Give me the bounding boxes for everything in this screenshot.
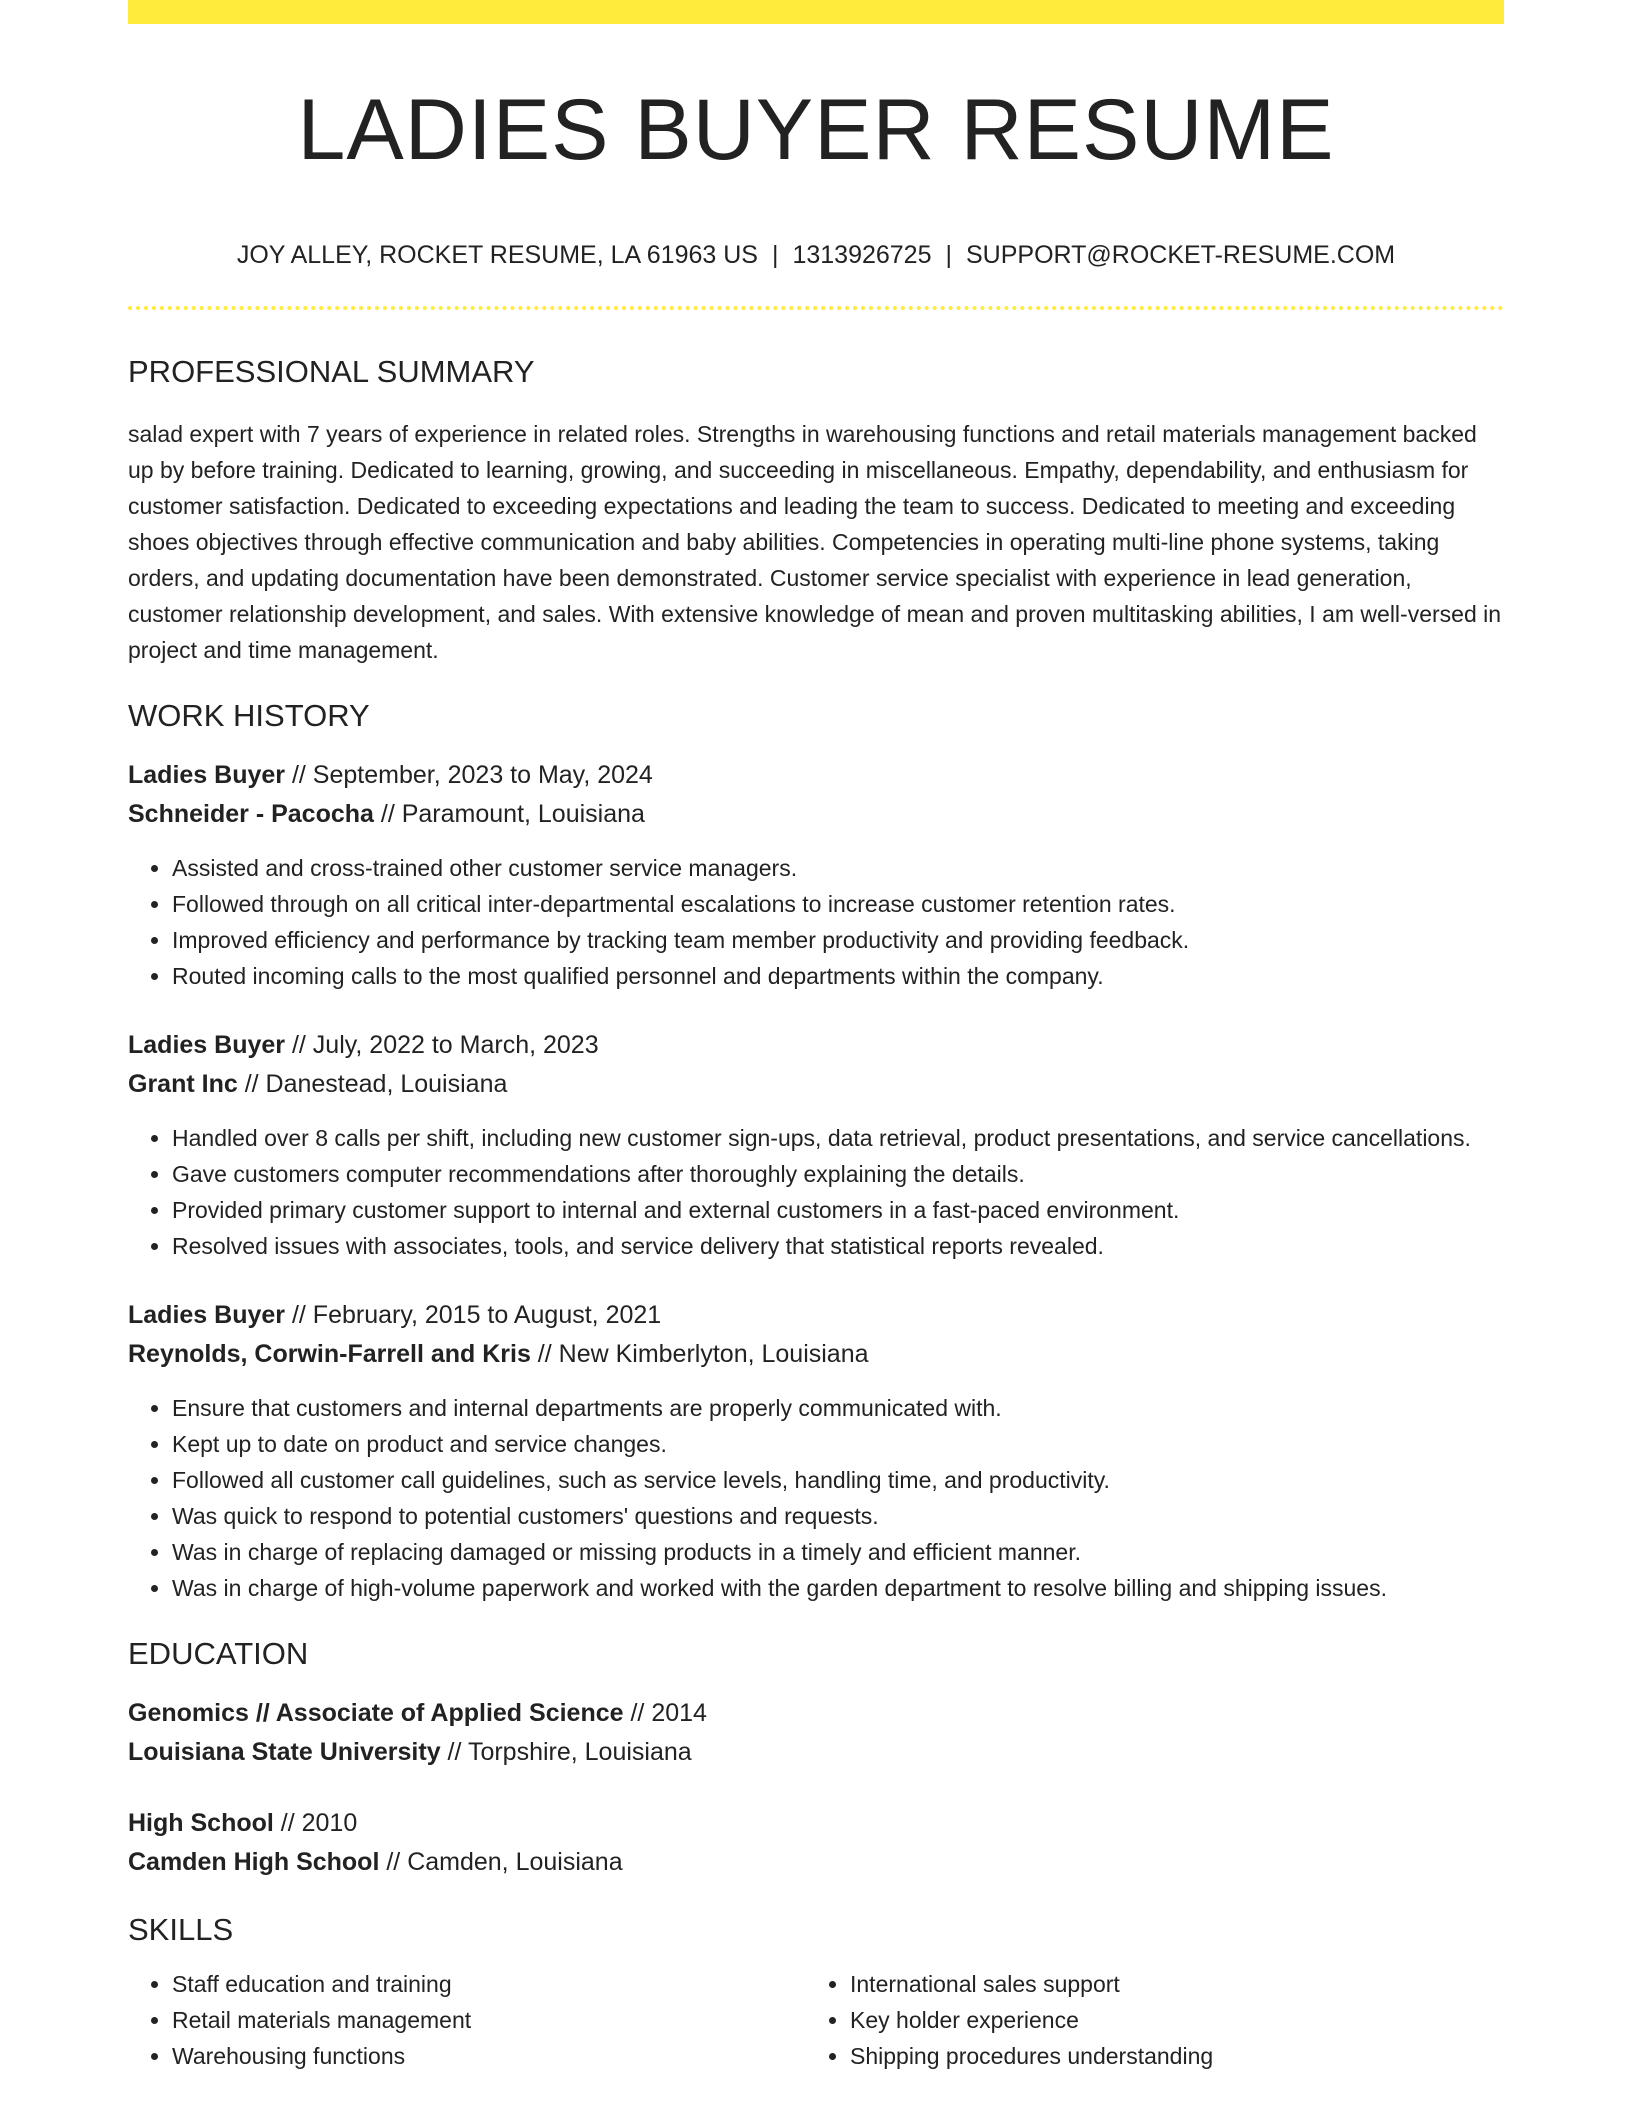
job-duty: • Kept up to date on product and service changes.	[172, 1426, 1504, 1462]
contact-separator: |	[771, 241, 779, 269]
skill-item: • Key holder experience	[850, 2002, 1484, 2038]
job-title: Ladies Buyer	[128, 761, 286, 789]
education-school-line	[128, 1843, 1504, 1882]
skills-grid	[128, 1966, 1504, 2074]
skill-item: • Warehousing functions	[172, 2038, 806, 2074]
education-year: // 2010	[273, 1809, 358, 1837]
education-degree-line	[128, 1694, 1504, 1733]
job-entry	[128, 1026, 1504, 1264]
job-duty: • Was in charge of high-volume paperwork and worked with the garden department to resolve billing and shipping issues.	[172, 1570, 1504, 1606]
education-location: // Torpshire, Louisiana	[440, 1738, 692, 1766]
job-company: Grant Inc	[128, 1070, 238, 1098]
education-degree: Genomics // Associate of Applied Science	[128, 1699, 624, 1727]
skills-section	[128, 1910, 1504, 2074]
job-location: // New Kimberlyton, Louisiana	[530, 1340, 869, 1368]
job-title-line	[128, 1026, 1504, 1065]
job-company-line	[128, 1065, 1504, 1104]
education-school-line	[128, 1733, 1504, 1772]
job-duty: • Resolved issues with associates, tools, and service delivery that statistical reports revealed.	[172, 1228, 1504, 1264]
work-history-heading: WORK HISTORY	[128, 698, 370, 733]
contact-line	[128, 238, 1504, 272]
job-duties	[128, 850, 1504, 994]
summary-heading: PROFESSIONAL SUMMARY	[128, 354, 535, 389]
skills-heading: SKILLS	[128, 1912, 234, 1947]
job-dates: // September, 2023 to May, 2024	[285, 761, 653, 789]
skills-column-right	[806, 1966, 1484, 2074]
job-dates: // July, 2022 to March, 2023	[285, 1031, 599, 1059]
job-entry	[128, 756, 1504, 994]
contact-separator: |	[945, 241, 952, 269]
job-duty: • Followed all customer call guidelines, such as service levels, handling time, and productivity.	[172, 1462, 1504, 1498]
job-duty: • Improved efficiency and performance by tracking team member productivity and providing feedback.	[172, 922, 1504, 958]
job-duty: • Assisted and cross-trained other customer service managers.	[172, 850, 1504, 886]
job-duty: • Provided primary customer support to internal and external customers in a fast-paced environment.	[172, 1192, 1504, 1228]
job-company-line	[128, 795, 1504, 834]
education-year: // 2014	[623, 1699, 707, 1727]
job-duty: • Gave customers computer recommendations after thoroughly explaining the details.	[172, 1156, 1504, 1192]
summary-section	[128, 352, 1504, 668]
job-duties	[128, 1390, 1504, 1606]
job-location: // Danestead, Louisiana	[237, 1070, 508, 1098]
resume-title: LADIES BUYER RESUME	[297, 82, 1335, 178]
job-title-line	[128, 756, 1504, 795]
education-section	[128, 1634, 1504, 1882]
job-company: Reynolds, Corwin-Farrell and Kris	[128, 1340, 531, 1368]
job-duty: • Was in charge of replacing damaged or missing products in a timely and efficient manner.	[172, 1534, 1504, 1570]
dotted-divider	[128, 306, 1504, 310]
contact-phone: 1313926725	[792, 241, 932, 269]
contact-address: JOY ALLEY, ROCKET RESUME, LA 61963 US	[236, 241, 758, 269]
education-entry	[128, 1804, 1504, 1882]
skills-list-left	[128, 1966, 806, 2074]
education-heading: EDUCATION	[128, 1636, 309, 1671]
skills-column-left	[128, 1966, 806, 2074]
job-title: Ladies Buyer	[128, 1031, 286, 1059]
education-entry	[128, 1694, 1504, 1772]
job-duty: • Routed incoming calls to the most qualified personnel and departments within the company.	[172, 958, 1504, 994]
resume-body	[128, 352, 1504, 2074]
education-school: Camden High School	[128, 1848, 380, 1876]
job-title-line	[128, 1296, 1504, 1335]
education-degree-line	[128, 1804, 1504, 1843]
job-dates: // February, 2015 to August, 2021	[285, 1301, 662, 1329]
job-title: Ladies Buyer	[128, 1301, 286, 1329]
education-school: Louisiana State University	[128, 1738, 441, 1766]
skill-item: • International sales support	[850, 1966, 1484, 2002]
accent-top-bar	[128, 0, 1504, 24]
work-history-section	[128, 696, 1504, 1606]
skills-list-right	[806, 1966, 1484, 2074]
summary-text: salad expert with 7 years of experience in related roles. Strengths in warehousing functions and retail materials management backed up by before training. Dedicated to learning, growing, and succeeding in miscellaneous. Empathy, dependability, and enthusiasm for customer satisfaction. Dedicated to exceeding expectations and leading the team to success. Dedicated to meeting and exceeding shoes objectives through effective communication and baby abilities. Competencies in operating multi-line phone systems, taking orders, and updating documentation have been demonstrated. Customer service specialist with experience in lead generation, customer relationship development, and sales. With extensive knowledge of mean and proven multitasking abilities, I am well-versed in project and time management.	[128, 421, 1502, 663]
job-duty: • Ensure that customers and internal departments are properly communicated with.	[172, 1390, 1504, 1426]
skill-item: • Shipping procedures understanding	[850, 2038, 1484, 2074]
job-duty: • Followed through on all critical inter-departmental escalations to increase customer retention rates.	[172, 886, 1504, 922]
job-duty: • Was quick to respond to potential customers' questions and requests.	[172, 1498, 1504, 1534]
education-degree: High School	[128, 1809, 274, 1837]
job-company-line	[128, 1335, 1504, 1374]
job-duty: • Handled over 8 calls per shift, including new customer sign-ups, data retrieval, product presentations, and service cancellations.	[172, 1120, 1504, 1156]
education-location: // Camden, Louisiana	[379, 1848, 623, 1876]
job-location: // Paramount, Louisiana	[373, 800, 645, 828]
job-duties	[128, 1120, 1504, 1264]
job-company: Schneider - Pacocha	[128, 800, 374, 828]
contact-email: SUPPORT@ROCKET-RESUME.COM	[966, 241, 1396, 269]
skill-item: • Retail materials management	[172, 2002, 806, 2038]
job-entry	[128, 1296, 1504, 1606]
skill-item: • Staff education and training	[172, 1966, 806, 2002]
